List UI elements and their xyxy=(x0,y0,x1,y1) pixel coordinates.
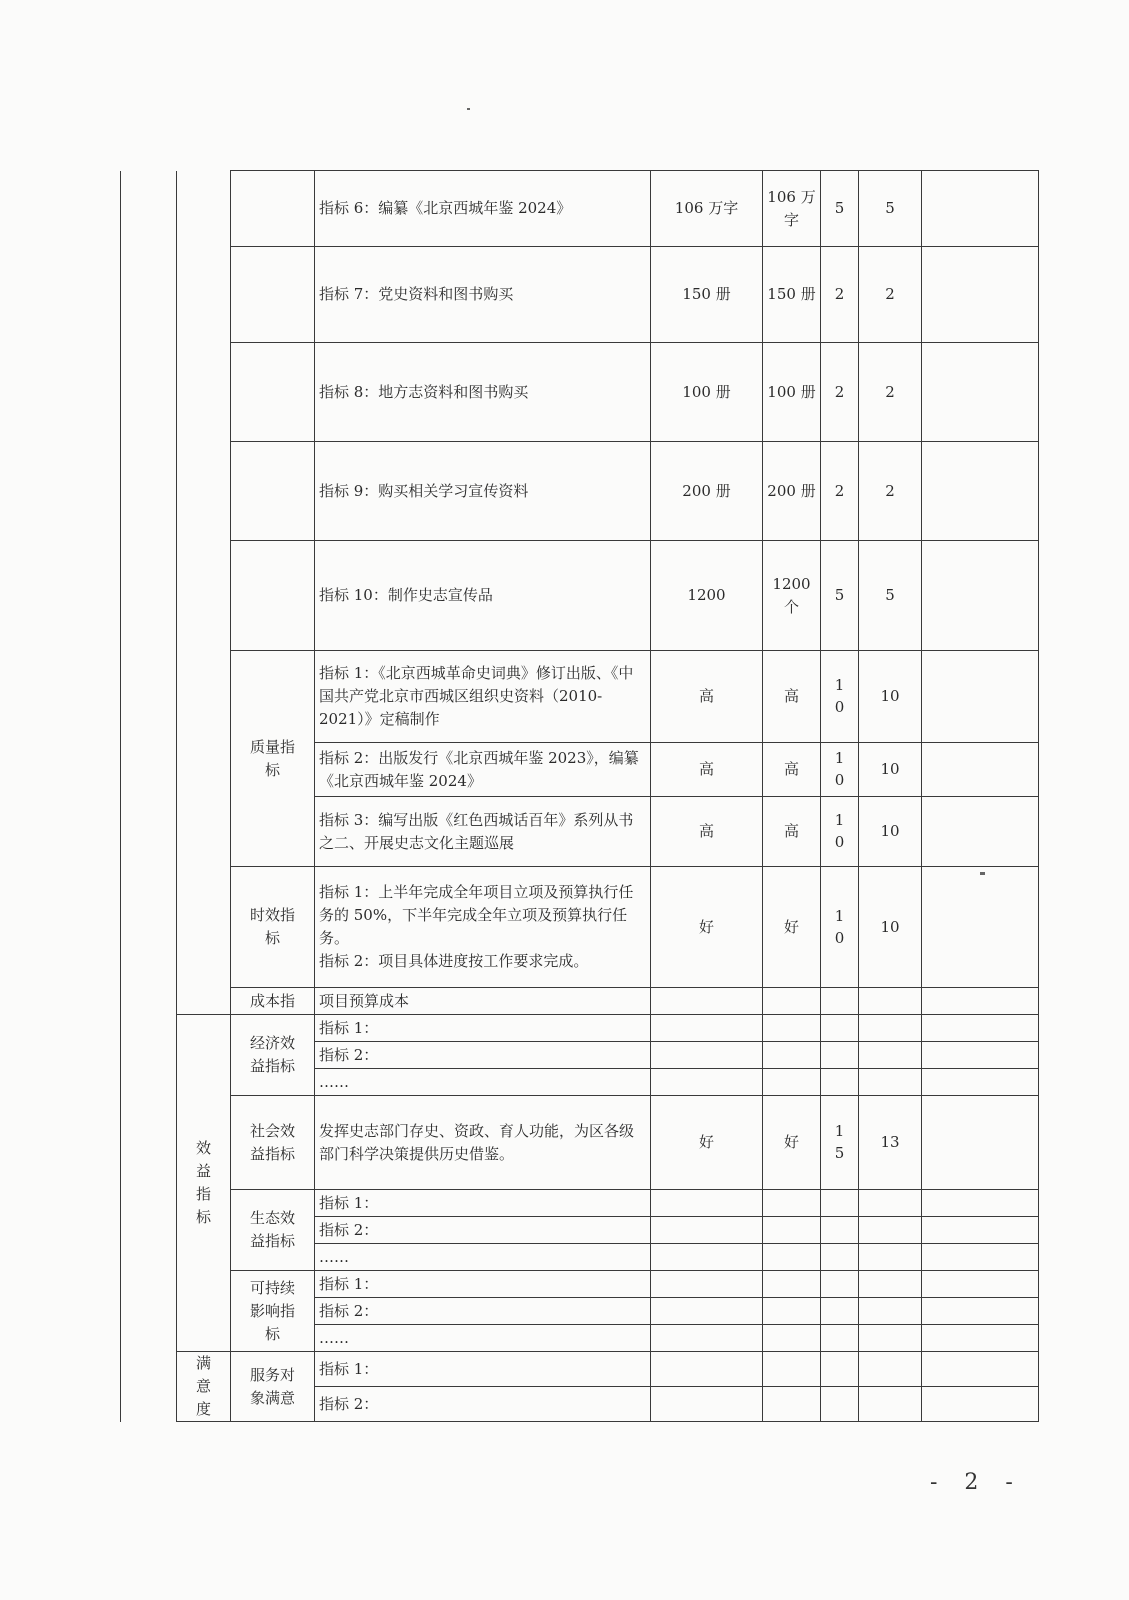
target-cell: 150 册 xyxy=(651,247,763,343)
table-row xyxy=(121,247,1039,343)
actual-cell: 100 册 xyxy=(763,343,821,442)
indicator-cell: …… xyxy=(315,1325,651,1352)
score-cell: 10 xyxy=(859,867,922,988)
score-cell: 5 xyxy=(859,541,922,651)
score-cell: 13 xyxy=(859,1096,922,1190)
table-row xyxy=(121,988,1039,1015)
page-number: - 2 - xyxy=(930,1470,1023,1495)
indicator-cell: 指标 7：党史资料和图书购买 xyxy=(315,247,651,343)
timeliness-indicator-1: 指标 1：上半年完成全年项目立项及预算执行任务的 50%，下半年完成全年立项及预算执行任务。 xyxy=(319,883,634,947)
satisfaction-label: 满意度 xyxy=(177,1352,231,1422)
indicator-cell: 指标 3：编写出版《红色西城话百年》系列从书之二、开展史志文化主题巡展 xyxy=(315,797,651,867)
indicator-cell: 指标 8：地方志资料和图书购买 xyxy=(315,343,651,442)
actual-cell: 150 册 xyxy=(763,247,821,343)
subcategory-cell xyxy=(231,171,315,247)
benefit-label: 效益指标 xyxy=(177,1015,231,1352)
table-row xyxy=(121,1096,1039,1190)
score-cell: 10 xyxy=(859,797,922,867)
service-satisfaction-label: 服务对象满意 xyxy=(231,1352,315,1422)
score-cell: 5 xyxy=(859,171,922,247)
actual-cell xyxy=(763,988,821,1015)
actual-cell: 200 册 xyxy=(763,442,821,541)
weight-cell: 5 xyxy=(821,171,859,247)
note-cell xyxy=(922,867,1039,988)
scan-speck xyxy=(980,872,985,875)
performance-table xyxy=(120,170,1039,1422)
weight-cell xyxy=(821,988,859,1015)
target-cell xyxy=(651,988,763,1015)
target-cell: 106 万字 xyxy=(651,171,763,247)
table-row xyxy=(121,1271,1039,1298)
weight-cell: 10 xyxy=(821,867,859,988)
quality-label: 质量指标 xyxy=(231,651,315,867)
timeliness-indicator-2: 指标 2：项目具体进度按工作要求完成。 xyxy=(319,952,589,970)
subcategory-cell xyxy=(231,541,315,651)
score-cell: 2 xyxy=(859,247,922,343)
target-cell: 好 xyxy=(651,867,763,988)
ecological-label: 生态效益指标 xyxy=(231,1190,315,1271)
target-cell: 高 xyxy=(651,651,763,743)
actual-cell: 高 xyxy=(763,743,821,797)
target-cell: 100 册 xyxy=(651,343,763,442)
left-margin-cell xyxy=(121,171,177,1015)
indicator-cell: 指标 1：《北京西城革命史词典》修订出版、《中国共产党北京市西城区组织史资料（2010-2021）》定稿制作 xyxy=(315,651,651,743)
indicator-cell: 指标 2： xyxy=(315,1042,651,1069)
note-cell xyxy=(922,541,1039,651)
indicator-cell: 指标 2： xyxy=(315,1298,651,1325)
target-cell: 200 册 xyxy=(651,442,763,541)
note-cell xyxy=(922,171,1039,247)
table-row xyxy=(121,541,1039,651)
score-cell: 2 xyxy=(859,343,922,442)
indicator-cell: …… xyxy=(315,1244,651,1271)
score-cell: 10 xyxy=(859,651,922,743)
indicator-cell: 指标 2： xyxy=(315,1217,651,1244)
indicator-cell: 指标 1： xyxy=(315,1015,651,1042)
actual-cell: 好 xyxy=(763,867,821,988)
table-row xyxy=(121,343,1039,442)
table-row xyxy=(121,867,1039,988)
actual-cell: 1200 个 xyxy=(763,541,821,651)
actual-cell: 好 xyxy=(763,1096,821,1190)
weight-cell: 15 xyxy=(821,1096,859,1190)
note-cell xyxy=(922,743,1039,797)
table-row xyxy=(121,1190,1039,1217)
target-cell: 高 xyxy=(651,797,763,867)
scan-speck xyxy=(467,108,470,110)
indicator-cell: 指标 6：编纂《北京西城年鉴 2024》 xyxy=(315,171,651,247)
weight-cell: 2 xyxy=(821,247,859,343)
note-cell xyxy=(922,651,1039,743)
category-cell-output xyxy=(177,171,231,1015)
weight-cell: 10 xyxy=(821,743,859,797)
actual-cell: 高 xyxy=(763,797,821,867)
indicator-cell: 发挥史志部门存史、资政、育人功能，为区各级部门科学决策提供历史借鉴。 xyxy=(315,1096,651,1190)
indicator-cell: 指标 2： xyxy=(315,1387,651,1422)
cost-label: 成本指 xyxy=(231,988,315,1015)
table-row xyxy=(121,651,1039,743)
indicator-cell: 指标 1： xyxy=(315,1190,651,1217)
weight-cell: 2 xyxy=(821,343,859,442)
actual-cell: 106 万字 xyxy=(763,171,821,247)
weight-cell: 10 xyxy=(821,797,859,867)
subcategory-cell xyxy=(231,442,315,541)
score-cell xyxy=(859,988,922,1015)
indicator-cell: 指标 1： xyxy=(315,1271,651,1298)
table-row xyxy=(121,442,1039,541)
note-cell xyxy=(922,247,1039,343)
indicator-cell: 项目预算成本 xyxy=(315,988,651,1015)
indicator-cell: 指标 10：制作史志宣传品 xyxy=(315,541,651,651)
table-row xyxy=(121,1015,1039,1042)
target-cell: 高 xyxy=(651,743,763,797)
indicator-cell xyxy=(315,867,651,988)
indicator-cell: 指标 2：出版发行《北京西城年鉴 2023》，编纂《北京西城年鉴 2024》 xyxy=(315,743,651,797)
note-cell xyxy=(922,988,1039,1015)
note-cell xyxy=(922,343,1039,442)
weight-cell: 5 xyxy=(821,541,859,651)
weight-cell: 2 xyxy=(821,442,859,541)
economic-label: 经济效益指标 xyxy=(231,1015,315,1096)
indicator-cell: …… xyxy=(315,1069,651,1096)
subcategory-cell xyxy=(231,343,315,442)
table-row xyxy=(121,171,1039,247)
left-margin-cell xyxy=(121,1015,177,1422)
subcategory-cell xyxy=(231,247,315,343)
actual-cell: 高 xyxy=(763,651,821,743)
score-cell: 2 xyxy=(859,442,922,541)
table-row xyxy=(121,1352,1039,1387)
indicator-cell: 指标 1： xyxy=(315,1352,651,1387)
note-cell xyxy=(922,797,1039,867)
sustainable-label: 可持续影响指标 xyxy=(231,1271,315,1352)
note-cell xyxy=(922,442,1039,541)
timeliness-label: 时效指标 xyxy=(231,867,315,988)
social-label: 社会效益指标 xyxy=(231,1096,315,1190)
note-cell xyxy=(922,1096,1039,1190)
score-cell: 10 xyxy=(859,743,922,797)
indicator-cell: 指标 9：购买相关学习宣传资料 xyxy=(315,442,651,541)
weight-cell: 10 xyxy=(821,651,859,743)
target-cell: 好 xyxy=(651,1096,763,1190)
target-cell: 1200 xyxy=(651,541,763,651)
